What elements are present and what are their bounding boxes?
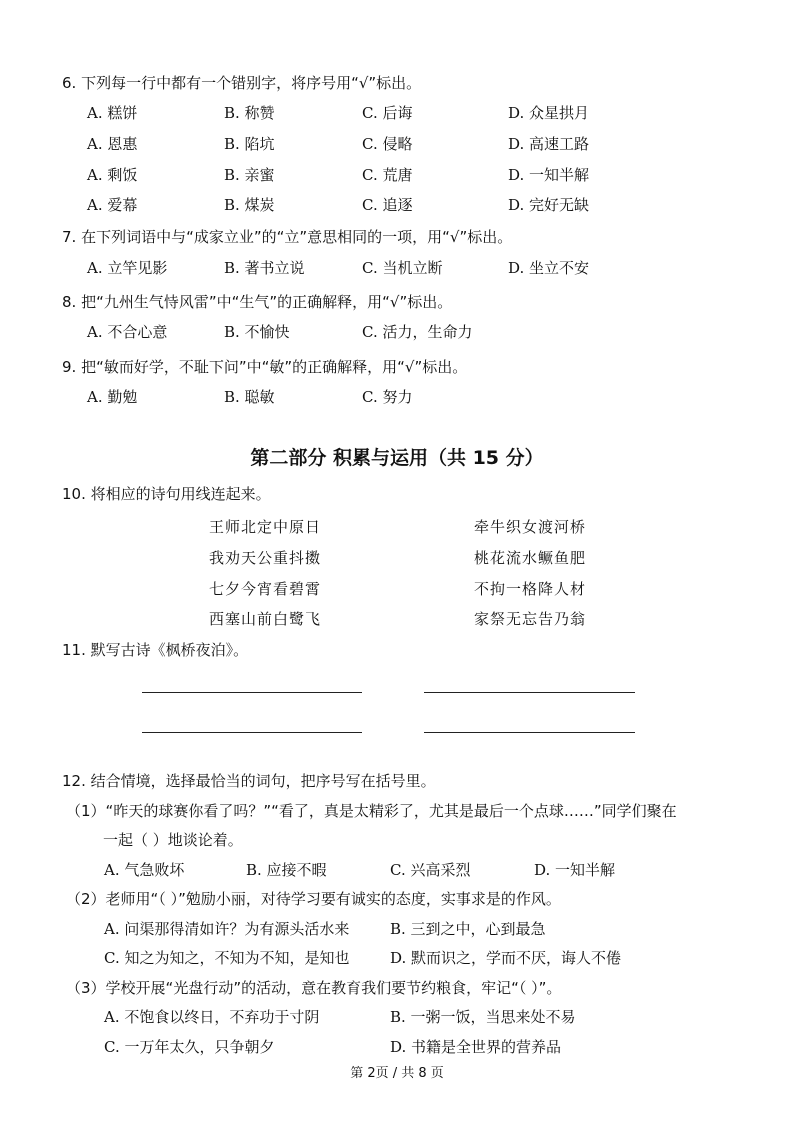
page-number: 第 2页 / 共 8 页	[350, 1066, 444, 1081]
q12-p3-line: （3）学校开展“光盘行动”的活动，意在教育我们要节约粮食，牢记“（ ）”。	[66, 979, 562, 997]
answer-line-2	[424, 692, 635, 693]
q6-r4-d: D. 完好无缺	[508, 196, 590, 214]
q9-option-b: B. 聪敏	[224, 388, 275, 406]
q6-r1-d: D. 众星拱月	[508, 104, 590, 122]
q9-option-a: A. 勤勉	[87, 388, 138, 406]
q12-p1-line1: （1）“昨天的球赛你看了吗？”“看了，真是太精彩了，尤其是最后一个点球……”同学们聚在	[66, 802, 677, 820]
q10-right-1: 牵牛织女渡河桥	[474, 518, 587, 536]
q7-stem: 7. 在下列词语中与“成家立业”的“立”意思相同的一项，用“√”标出。	[62, 228, 513, 246]
q6-r3-c: C. 荒唐	[362, 166, 413, 184]
q12-p3-option-b: B. 一粥一饭，当思来处不易	[390, 1008, 576, 1026]
q6-r1-b: B. 称赞	[224, 104, 275, 122]
q7-option-a: A. 立竿见影	[87, 259, 168, 277]
answer-line-3	[142, 732, 362, 733]
q10-right-3: 不拘一格降人材	[474, 580, 587, 598]
q8-stem: 8. 把“九州生气恃风雷”中“生气”的正确解释，用“√”标出。	[62, 293, 453, 311]
q6-r2-c: C. 侵略	[362, 135, 413, 153]
section-2-title: 第二部分 积累与运用（共 15 分）	[250, 447, 544, 469]
q6-r2-d: D. 高速工路	[508, 135, 590, 153]
q12-p2-line: （2）老师用“（ ）”勉励小丽，对待学习要有诚实的态度，实事求是的作风。	[66, 890, 561, 908]
q6-r4-a: A. 爱幕	[87, 196, 138, 214]
q6-r3-d: D. 一知半解	[508, 166, 590, 184]
q6-r4-c: C. 追逐	[362, 196, 413, 214]
q11-stem: 11. 默写古诗《枫桥夜泊》。	[62, 641, 249, 659]
q8-option-b: B. 不愉快	[224, 323, 290, 341]
answer-line-1	[142, 692, 362, 693]
q12-p3-option-a: A. 不饱食以终日，不弃功于寸阴	[104, 1008, 320, 1026]
q6-r2-a: A. 恩惠	[87, 135, 138, 153]
q7-option-c: C. 当机立断	[362, 259, 443, 277]
q12-p2-option-a: A. 问渠那得清如许？为有源头活水来	[104, 920, 350, 938]
q10-stem: 10. 将相应的诗句用线连起来。	[62, 485, 271, 503]
q12-p2-option-d: D. 默而识之，学而不厌，诲人不倦	[390, 949, 622, 967]
q12-p1-option-c: C. 兴高采烈	[390, 861, 471, 879]
q7-option-b: B. 著书立说	[224, 259, 305, 277]
q12-p3-option-d: D. 书籍是全世界的营养品	[390, 1038, 562, 1056]
q10-left-2: 我劝天公重抖擞	[209, 549, 322, 567]
q9-option-c: C. 努力	[362, 388, 413, 406]
q6-r1-c: C. 后诲	[362, 104, 413, 122]
q12-p3-option-c: C. 一万年太久，只争朝夕	[104, 1038, 275, 1056]
q6-r1-a: A. 糕饼	[87, 104, 138, 122]
q8-option-c: C. 活力，生命力	[362, 323, 473, 341]
q6-stem: 6. 下列每一行中都有一个错别字，将序号用“√”标出。	[62, 74, 422, 92]
q12-p1-option-a: A. 气急败坏	[104, 861, 185, 879]
q10-left-4: 西塞山前白鹭飞	[209, 610, 322, 628]
q12-p1-option-d: D. 一知半解	[534, 861, 616, 879]
q10-right-4: 家祭无忘告乃翁	[474, 610, 587, 628]
q6-r3-a: A. 剩饭	[87, 166, 138, 184]
q7-option-d: D. 坐立不安	[508, 259, 590, 277]
answer-line-4	[424, 732, 635, 733]
q10-left-1: 王师北定中原日	[209, 518, 322, 536]
q10-left-3: 七夕今宵看碧霄	[209, 580, 322, 598]
q12-p2-option-b: B. 三到之中，心到最急	[390, 920, 546, 938]
q6-r2-b: B. 陷坑	[224, 135, 275, 153]
q12-p1-option-b: B. 应接不暇	[246, 861, 327, 879]
q8-option-a: A. 不合心意	[87, 323, 168, 341]
q6-r4-b: B. 煤炭	[224, 196, 275, 214]
q9-stem: 9. 把“敏而好学，不耻下问”中“敏”的正确解释，用“√”标出。	[62, 358, 468, 376]
q6-r3-b: B. 亲蜜	[224, 166, 275, 184]
q10-right-2: 桃花流水鳜鱼肥	[474, 549, 587, 567]
q12-stem: 12. 结合情境，选择最恰当的词句，把序号写在括号里。	[62, 772, 436, 790]
q12-p1-line2: 一起（ ）地谈论着。	[103, 831, 243, 849]
q12-p2-option-c: C. 知之为知之，不知为不知，是知也	[104, 949, 350, 967]
